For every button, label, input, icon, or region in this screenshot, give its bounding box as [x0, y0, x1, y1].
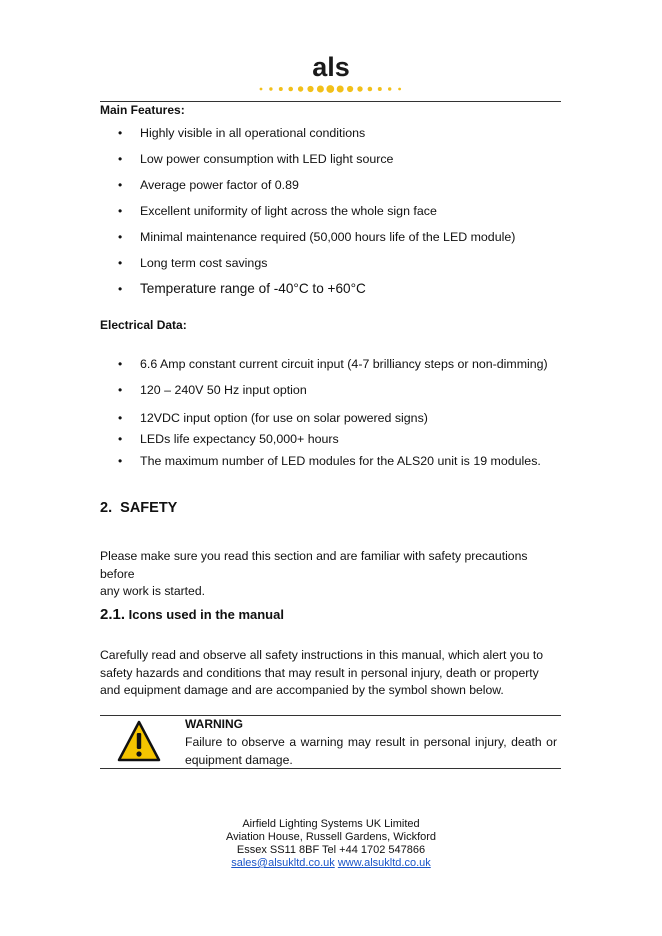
- logo-dot: [279, 87, 283, 91]
- logo-dot: [347, 86, 353, 92]
- logo-dot: [288, 87, 293, 92]
- list-item: • 6.6 Amp constant current circuit input (4-7 brilliancy steps or non-dimming): [118, 357, 548, 371]
- safety-intro: Please make sure you read this section and are familiar with safety precautions before any work is started.: [100, 549, 528, 598]
- list-item: • Temperature range of -40°C to +60°C: [118, 281, 366, 296]
- list-item: • 120 – 240V 50 Hz input option: [118, 383, 307, 397]
- list-item: • Excellent uniformity of light across the whole sign face: [118, 204, 437, 218]
- list-item: • Highly visible in all operational conditions: [118, 126, 366, 140]
- logo-dot: [337, 86, 344, 93]
- list-item: • Long term cost savings: [118, 256, 268, 270]
- list-item: • LEDs life expectancy 50,000+ hours: [118, 432, 339, 446]
- footer-address: Aviation House, Russell Gardens, Wickford: [225, 831, 437, 843]
- logo-text: als: [312, 52, 350, 82]
- footer-website-link[interactable]: www.alsukltd.co.uk: [337, 857, 431, 869]
- list-item: • Minimal maintenance required (50,000 hours life of the LED module): [118, 230, 516, 244]
- list-item: • Low power consumption with LED light source: [118, 152, 394, 166]
- logo-dot: [357, 86, 362, 91]
- warning-bottom-rule: [100, 768, 561, 769]
- warning-title: WARNING: [185, 717, 243, 731]
- logo-dots: [0, 83, 662, 95]
- header-rule: [100, 101, 561, 102]
- logo-dot: [307, 86, 313, 92]
- footer-email-link[interactable]: sales@alsukltd.co.uk: [231, 857, 335, 869]
- logo-dot: [368, 87, 373, 92]
- warning-body: Failure to observe a warning may result in personal injury, death or equipment damage.: [185, 735, 557, 767]
- warning-icon: [117, 720, 161, 762]
- logo-dot: [388, 87, 391, 90]
- logo-dot: [269, 87, 272, 90]
- logo-dot: [398, 88, 401, 91]
- section-heading-safety: 2. SAFETY: [100, 500, 178, 516]
- main-features-heading: Main Features:: [100, 103, 185, 117]
- logo-dot: [317, 86, 324, 93]
- icons-paragraph: Carefully read and observe all safety instructions in this manual, which alert you to safety hazards and conditions that may result in personal injury, death or property and equipment damage and are accompanied by the symbol shown below.: [100, 648, 544, 697]
- electrical-data-heading: Electrical Data:: [100, 318, 187, 332]
- footer-postcode-tel: Essex SS11 8BF Tel +44 1702 547866: [236, 844, 426, 856]
- list-item: • Average power factor of 0.89: [118, 178, 299, 192]
- list-item: • The maximum number of LED modules for the ALS20 unit is 19 modules.: [118, 454, 541, 468]
- list-item: • 12VDC input option (for use on solar powered signs): [118, 411, 428, 425]
- warning-top-rule: [100, 715, 561, 716]
- logo-dot: [326, 85, 334, 93]
- footer: [0, 818, 662, 870]
- footer-company: Airfield Lighting Systems UK Limited: [242, 818, 420, 830]
- logo-dot: [378, 87, 382, 91]
- logo-dot: [298, 86, 303, 91]
- logo-dot: [260, 88, 263, 91]
- section-heading-icons: 2.1. Icons used in the manual: [100, 606, 284, 623]
